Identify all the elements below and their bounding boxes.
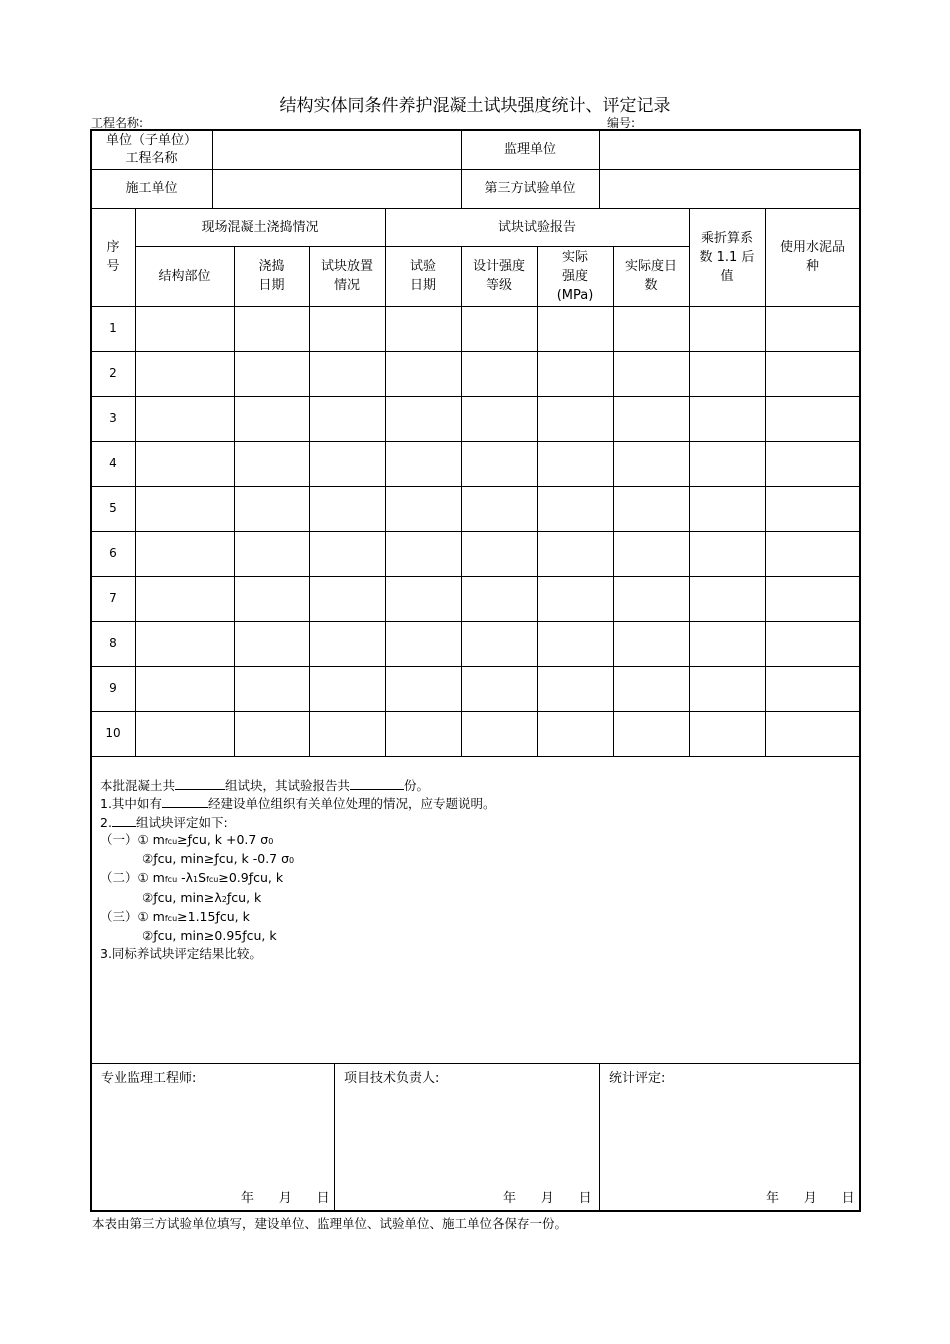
cement-type-header	[765, 208, 860, 306]
grid-line	[91, 306, 860, 307]
grid-line	[91, 576, 860, 577]
grid-line	[91, 666, 860, 667]
grid-line	[461, 246, 462, 756]
note-text: 2.	[100, 814, 112, 830]
actual-strength-line: 强度	[561, 268, 588, 284]
evaluation-signature-label: 统计评定:	[609, 1071, 666, 1086]
row-number: 9	[109, 681, 117, 695]
grid-line	[91, 1063, 860, 1064]
grid-line	[91, 531, 860, 532]
row-number: 3	[109, 411, 117, 425]
blank-field[interactable]	[175, 776, 225, 790]
note-line	[100, 776, 495, 794]
cement-type-line: 种	[805, 259, 819, 274]
row-number: 10	[105, 726, 121, 740]
row-number: 2	[109, 366, 117, 380]
placement-line: 情况	[333, 278, 360, 293]
placement-header	[309, 246, 385, 306]
placement-line: 试块放置	[320, 259, 373, 274]
tech-lead-signature-label: 项目技术负责人:	[344, 1071, 440, 1086]
unit-label-line2: 工程名称	[125, 150, 178, 166]
evaluation-date: 年 月 日	[766, 1191, 855, 1206]
formula-line	[100, 908, 495, 927]
actual-strength-line: (MPa)	[556, 287, 594, 303]
row-number: 7	[109, 591, 117, 605]
actual-strength-header	[537, 246, 613, 306]
design-grade-header	[461, 246, 537, 306]
factor-value-line: 值	[720, 268, 734, 284]
note-text: 3.同标养试块评定结果比较。	[100, 945, 262, 961]
formula-text: ≥1.15ƒcu, k	[177, 909, 250, 925]
test-date-line: 日期	[409, 278, 436, 293]
structure-part-header: 结构部位	[158, 268, 211, 284]
footer-note: 本表由第三方试验单位填写，建设单位、监理单位、试验单位、施工单位各保存一份。	[92, 1216, 568, 1231]
formula-line	[100, 889, 495, 908]
degree-days-line: 实际度日	[624, 259, 677, 274]
grid-line	[212, 130, 213, 208]
grid-line	[309, 246, 310, 756]
degree-days-header	[613, 246, 689, 306]
formula-line	[100, 927, 495, 944]
grid-line	[91, 441, 860, 442]
supervision-unit-label: 监理单位	[503, 142, 556, 157]
row-number: 1	[109, 321, 117, 335]
seq-header-line: 号	[106, 259, 120, 274]
grid-line	[91, 486, 860, 487]
row-number: 5	[109, 501, 117, 515]
third-party-lab-label: 第三方试验单位	[484, 181, 576, 196]
tech-lead-date: 年 月 日	[503, 1191, 592, 1206]
blank-field[interactable]	[112, 813, 136, 827]
grid-line	[91, 756, 860, 757]
factor-value-header	[689, 208, 765, 306]
formula-text: （一）① m	[100, 831, 165, 847]
formula-text: ≥ƒcu, k +0.7 σ	[177, 831, 269, 847]
formula-text: （三）① m	[100, 909, 165, 925]
unit-project-label	[91, 130, 212, 169]
pour-date-line: 日期	[258, 278, 285, 293]
test-date-line: 试验	[409, 259, 436, 274]
formula-sub: 0	[268, 836, 274, 846]
grid-line	[613, 246, 614, 756]
grid-line	[599, 130, 600, 208]
formula-sub: 1	[193, 875, 199, 885]
factor-value-line: 乘折算系	[700, 230, 753, 246]
test-date-header	[385, 246, 461, 306]
formula-sub: fcu	[164, 836, 178, 846]
design-grade-line: 等级	[485, 278, 512, 293]
note-text: 经建设单位组织有关单位处理的情况，应专题说明。	[207, 796, 496, 812]
formula-sub: fcu	[206, 875, 219, 885]
page-title: 结构实体同条件养护混凝土试块强度统计、评定记录	[279, 96, 671, 116]
note-text: 组试块评定如下:	[135, 814, 228, 830]
formula-text: ②ƒcu, min≥0.95ƒcu, k	[142, 928, 277, 944]
grid-line	[91, 621, 860, 622]
grid-line	[91, 396, 860, 397]
note-line	[100, 945, 495, 962]
formula-text: ƒcu, k	[226, 889, 262, 905]
formula-text: ≥0.9ƒcu, k	[218, 870, 284, 886]
grid-line	[234, 246, 235, 756]
number-label: 编号:	[607, 116, 636, 130]
pour-date-line: 浇捣	[258, 259, 285, 274]
seq-header	[91, 208, 135, 306]
degree-days-line: 数	[644, 278, 658, 293]
test-report-group-header: 试块试验报告	[497, 219, 576, 235]
seq-header-line: 序	[106, 240, 120, 255]
grid-line	[334, 1063, 335, 1211]
supervisor-signature-label: 专业监理工程师:	[101, 1071, 197, 1086]
note-text: 份。	[404, 778, 430, 793]
design-grade-line: 设计强度	[472, 259, 525, 274]
formula-text: ②ƒcu, min≥λ	[142, 889, 222, 905]
row-number: 4	[109, 456, 117, 470]
formula-text: S	[198, 870, 207, 886]
factor-value-line: 数 1.1 后	[699, 249, 755, 265]
note-text: 1.其中如有	[100, 796, 162, 812]
formula-sub: 0	[289, 856, 295, 866]
note-text: 本批混凝土共	[100, 778, 176, 793]
note-line	[100, 794, 495, 812]
construction-unit-label: 施工单位	[125, 181, 178, 196]
formula-line	[100, 869, 495, 888]
cement-type-line: 使用水泥品	[779, 240, 845, 255]
formula-line	[100, 831, 495, 850]
row-number: 8	[109, 636, 117, 650]
row-number: 6	[109, 546, 117, 560]
grid-line	[91, 351, 860, 352]
pour-date-header	[234, 246, 309, 306]
formula-sub: fcu	[164, 914, 178, 924]
formula-text: -λ	[177, 870, 194, 886]
formula-sub: 2	[221, 894, 227, 904]
formula-text: ②ƒcu, min≥ƒcu, k -0.7 σ	[142, 851, 290, 867]
project-name-label: 工程名称:	[91, 116, 144, 130]
grid-line	[599, 1063, 600, 1211]
evaluation-notes	[100, 776, 495, 962]
formula-sub: fcu	[164, 875, 178, 885]
formula-line	[100, 850, 495, 869]
site-pour-group-header: 现场混凝土浇捣情况	[201, 219, 319, 235]
formula-text: （二）① m	[100, 870, 165, 886]
blank-field[interactable]	[350, 776, 404, 790]
grid-line	[537, 246, 538, 756]
note-line	[100, 813, 495, 831]
unit-label-line1: 单位（子单位）	[105, 132, 197, 148]
grid-line	[91, 711, 860, 712]
supervisor-date: 年 月 日	[241, 1191, 330, 1206]
actual-strength-line: 实际	[561, 249, 588, 265]
blank-field[interactable]	[162, 794, 208, 808]
note-text: 组试块，其试验报告共	[225, 778, 351, 793]
